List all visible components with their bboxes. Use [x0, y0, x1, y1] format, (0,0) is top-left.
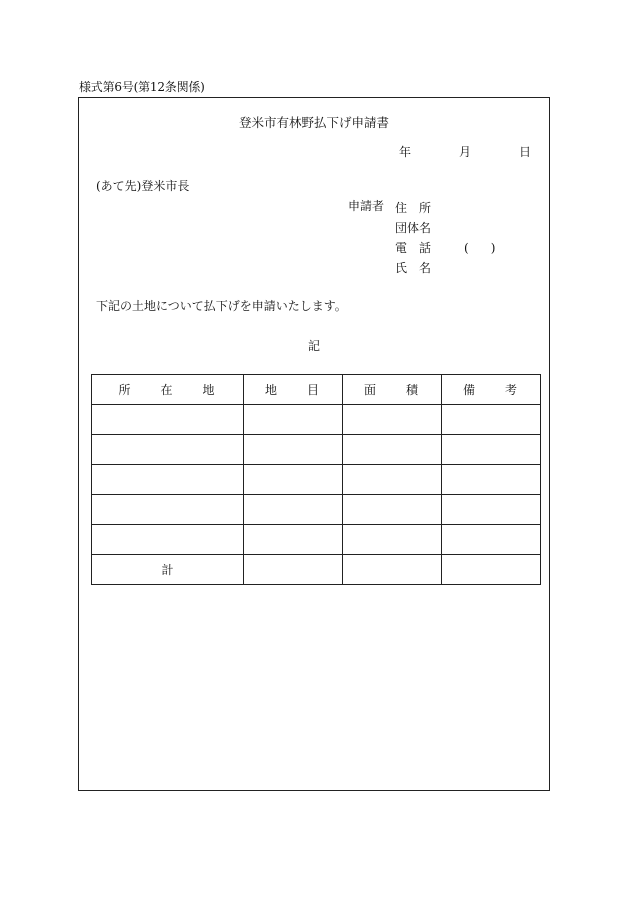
address-label: 住 所 — [395, 201, 432, 215]
table-cell — [343, 465, 442, 495]
total-label: 計 — [92, 555, 244, 585]
table-cell — [442, 405, 541, 435]
header-remarks: 備 考 — [442, 375, 541, 405]
header-location: 所 在 地 — [92, 375, 244, 405]
table-row — [92, 405, 541, 435]
month-label: 月 — [458, 145, 471, 159]
organization-label: 団体名 — [395, 221, 432, 235]
table-cell — [442, 555, 541, 585]
table-cell — [244, 405, 343, 435]
table-cell — [343, 495, 442, 525]
table-cell — [92, 435, 244, 465]
table-cell — [442, 525, 541, 555]
table-cell — [343, 555, 442, 585]
table-cell — [244, 495, 343, 525]
date-line — [399, 144, 531, 160]
table-cell — [244, 465, 343, 495]
table-cell — [442, 465, 541, 495]
ki-heading: 記 — [307, 339, 320, 353]
table-cell — [343, 525, 442, 555]
header-area: 面 積 — [343, 375, 442, 405]
table-cell — [92, 525, 244, 555]
table-cell — [92, 465, 244, 495]
table-cell — [244, 555, 343, 585]
applicant-label: 申請者 — [348, 199, 385, 213]
table-row — [92, 495, 541, 525]
table-cell — [343, 405, 442, 435]
applicant-fields — [395, 198, 431, 278]
header-land-category: 地 目 — [244, 375, 343, 405]
form-number: 様式第6号(第12条関係) — [79, 80, 205, 94]
day-label: 日 — [518, 145, 531, 159]
table-cell — [442, 495, 541, 525]
table-cell — [244, 525, 343, 555]
open-paren: ( — [464, 241, 469, 255]
year-label: 年 — [398, 145, 411, 159]
addressee: (あて先)登米市長 — [96, 179, 190, 193]
request-statement: 下記の土地について払下げを申請いたします。 — [96, 299, 347, 313]
land-table — [91, 374, 541, 585]
table-total-row — [92, 555, 541, 585]
table-cell — [244, 435, 343, 465]
table-cell — [92, 405, 244, 435]
table-cell — [92, 495, 244, 525]
phone-label: 電 話 — [395, 241, 432, 255]
table-header-row — [92, 375, 541, 405]
close-paren: ) — [490, 241, 496, 255]
name-label: 氏 名 — [395, 261, 432, 275]
table-row — [92, 525, 541, 555]
table-row — [92, 435, 541, 465]
form-title: 登米市有林野払下げ申請書 — [238, 115, 389, 130]
phone-parentheses — [464, 238, 495, 258]
table-cell — [442, 435, 541, 465]
table-row — [92, 465, 541, 495]
form-frame — [78, 97, 550, 791]
table-cell — [343, 435, 442, 465]
